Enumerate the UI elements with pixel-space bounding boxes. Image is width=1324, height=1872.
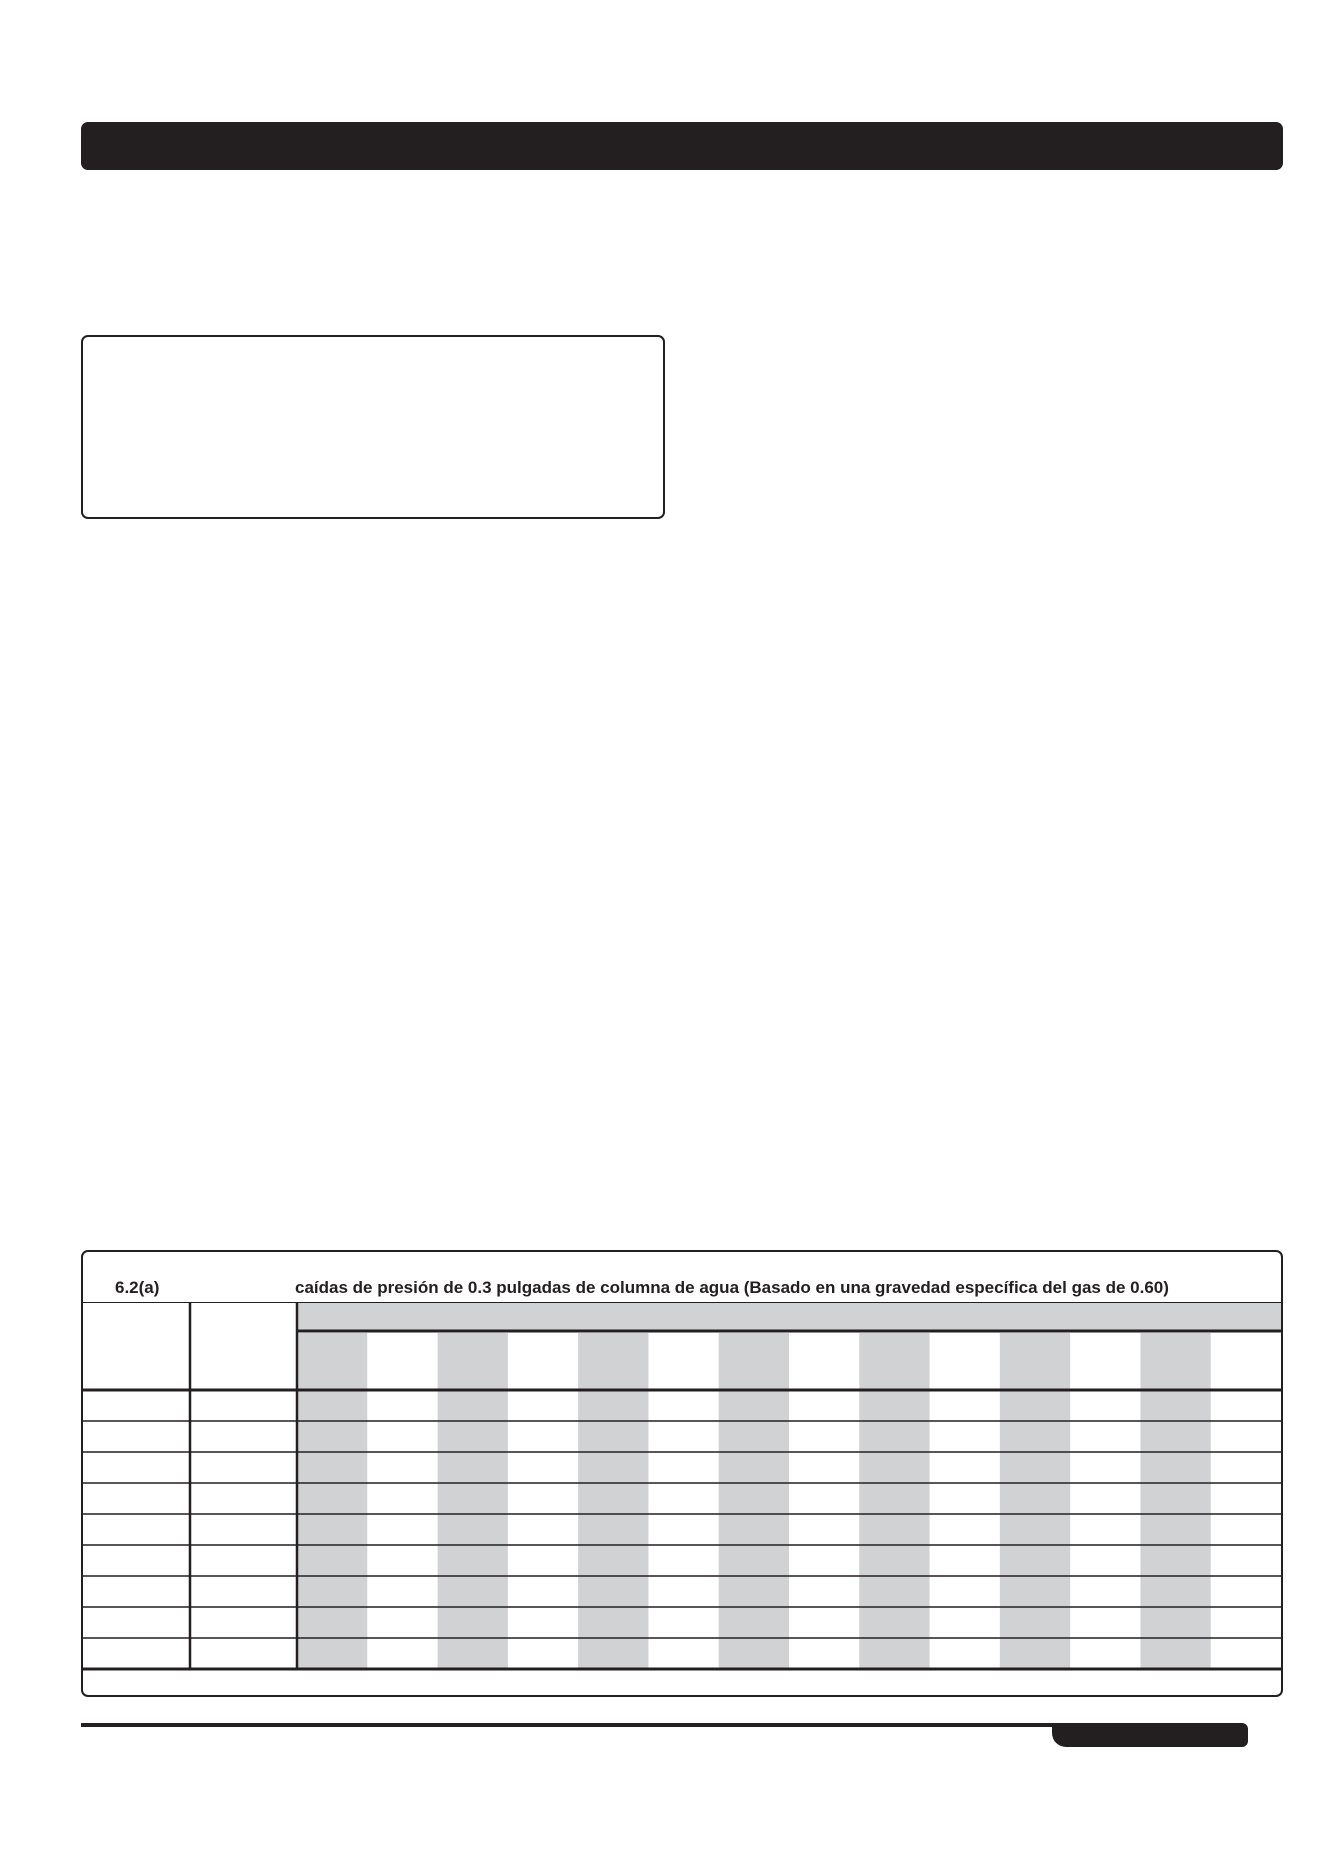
header-band xyxy=(297,1302,1281,1330)
shaded-column xyxy=(719,1333,789,1669)
note-box xyxy=(81,335,665,519)
section-header-bar xyxy=(81,122,1283,170)
shaded-column xyxy=(1000,1333,1070,1669)
table-caption: caídas de presión de 0.3 pulgadas de columna de agua (Basado en una gravedad específica del gas de 0.60) xyxy=(295,1278,1169,1297)
table-grid xyxy=(83,1302,1281,1675)
footer-rule xyxy=(81,1723,1081,1727)
shaded-column xyxy=(297,1333,367,1669)
shaded-column xyxy=(859,1333,929,1669)
sizing-table xyxy=(81,1250,1283,1697)
footer-page-tab xyxy=(1052,1723,1248,1747)
shaded-column xyxy=(1140,1333,1210,1669)
table-grid-lines xyxy=(83,1302,1281,1675)
table-number: 6.2(a) xyxy=(115,1278,160,1297)
shaded-column xyxy=(438,1333,508,1669)
shaded-column xyxy=(578,1333,648,1669)
